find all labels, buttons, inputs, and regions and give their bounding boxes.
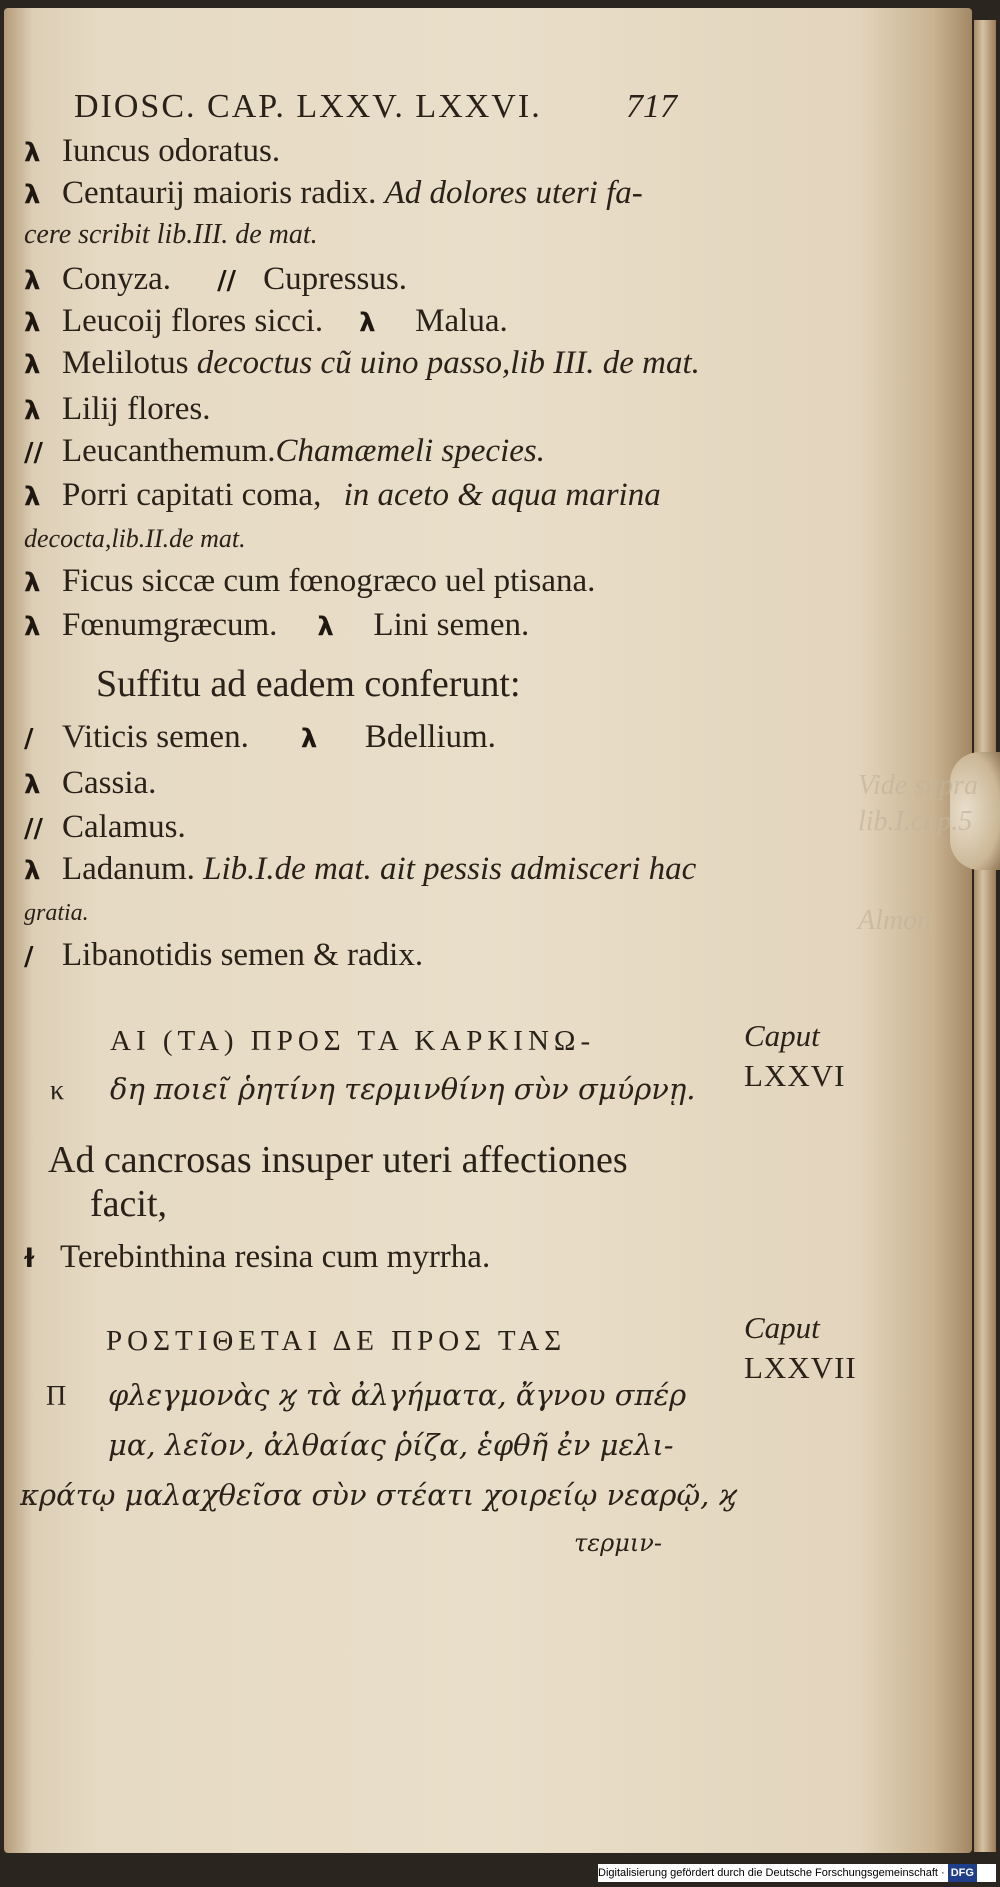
remedy-mark: // bbox=[24, 438, 43, 468]
footer-text: Digitalisierung gefördert durch die Deutsche Forschungsgemeinschaft · bbox=[598, 1867, 945, 1879]
remedy-mark: λ bbox=[24, 308, 41, 338]
entry-note: cere scribit lib.III. de mat. bbox=[24, 219, 318, 250]
running-header: DIOSC. CAP. LXXV. LXXVI. bbox=[74, 88, 542, 125]
entry-text: Iuncus odoratus. bbox=[62, 133, 281, 169]
margin-note-ghost: Vide supra bbox=[858, 770, 979, 801]
greek-text: κράτῳ μαλαχθεῖσα σὺν στέατι χοιρείῳ νεαρῷ, ϗ bbox=[20, 1478, 737, 1512]
entry-text: Leucoij flores sicci. bbox=[62, 303, 324, 339]
remedy-mark: λ bbox=[24, 856, 41, 886]
entry-text: Lilij flores. bbox=[62, 391, 211, 427]
remedy-mark: / bbox=[24, 724, 34, 754]
latin-heading: facit, bbox=[90, 1183, 168, 1225]
remedy-mark: // bbox=[24, 814, 43, 844]
remedy-mark: λ bbox=[24, 266, 41, 296]
remedy-mark: λ bbox=[317, 612, 334, 642]
remedy-mark: λ bbox=[300, 724, 318, 754]
greek-text: μα, λεῖον, ἀλθαίας ῥίζα, ἑφθῆ ἐν μελι- bbox=[108, 1428, 674, 1462]
remedy-mark: λ bbox=[24, 612, 41, 642]
page-number: 717 bbox=[626, 88, 677, 125]
entry-note: Chamæmeli species. bbox=[275, 433, 545, 469]
entry-text: Fœnumgræcum. bbox=[62, 607, 278, 643]
remedy-mark: ɫ bbox=[22, 1244, 37, 1274]
entry-text: Ficus siccæ cum fœnogræco uel ptisana. bbox=[62, 563, 596, 599]
entry-text: Lini semen. bbox=[373, 607, 530, 643]
caput-number: LXXVII bbox=[744, 1350, 857, 1385]
greek-heading: ΑΙ (ΤΑ) ΠΡΟΣ ΤΑ ΚΑΡΚΙΝΩ- bbox=[110, 1025, 596, 1057]
latin-heading: Ad cancrosas insuper uteri affectiones bbox=[48, 1139, 628, 1181]
section-mark: κ bbox=[50, 1075, 65, 1106]
entry-text: Calamus. bbox=[62, 809, 186, 845]
subheading: Suffitu ad eadem conferunt: bbox=[96, 663, 521, 705]
margin-note-ghost: Almon. bbox=[858, 905, 939, 936]
entry-note: decocta,lib.II.de mat. bbox=[24, 524, 246, 553]
catchword: τερμιν- bbox=[574, 1529, 662, 1557]
remedy-mark: λ bbox=[24, 482, 41, 512]
page-edge bbox=[974, 20, 996, 1852]
remedy-mark: λ bbox=[24, 396, 41, 426]
entry-text: Bdellium. bbox=[364, 719, 496, 755]
entry-note: decoctus cũ uino passo,lib III. de mat. bbox=[196, 345, 700, 381]
entry-text: Ladanum. bbox=[62, 851, 195, 887]
caput-label: Caput bbox=[744, 1018, 820, 1053]
dfg-logo: DFG bbox=[948, 1864, 977, 1882]
entry-note: Ad dolores uteri fa- bbox=[384, 175, 643, 211]
greek-heading: ΡΟΣΤΙΘΕΤΑΙ ΔΕ ΠΡΟΣ ΤΑΣ bbox=[106, 1325, 567, 1357]
margin-note-ghost: lib.I.cap.5 bbox=[858, 806, 973, 837]
greek-text: φλεγμονὰς ϗ τὰ ἀλγήματα, ἄγνου σπέρ bbox=[108, 1378, 687, 1412]
caput-number: LXXVI bbox=[744, 1058, 846, 1093]
entry-text: Conyza. bbox=[62, 261, 172, 297]
remedy-mark: λ bbox=[24, 350, 41, 380]
entry-note: Lib.I.de mat. ait pessis admisceri hac bbox=[203, 851, 697, 887]
entry-note: in aceto & aqua marina bbox=[343, 477, 661, 513]
entry-text: Leucanthemum. bbox=[62, 433, 276, 469]
remedy-mark: λ bbox=[24, 180, 41, 210]
entry-note: gratia. bbox=[24, 900, 89, 926]
entry-text: Cassia. bbox=[62, 765, 157, 801]
section-mark: Π bbox=[46, 1381, 67, 1412]
remedy-mark: // bbox=[217, 266, 237, 296]
caput-label: Caput bbox=[744, 1310, 820, 1345]
remedy-mark: / bbox=[24, 942, 34, 972]
entry-text: Malua. bbox=[415, 303, 508, 339]
entry-text: Terebinthina resina cum myrrha. bbox=[60, 1239, 491, 1275]
remedy-mark: λ bbox=[24, 770, 41, 800]
entry-text: Cupressus. bbox=[263, 261, 407, 297]
entry-text: Viticis semen. bbox=[62, 719, 249, 755]
greek-text: δη ποιεῖ ῥητίνη τερμινθίνη σὺν σμύρνῃ. bbox=[110, 1072, 696, 1106]
entry-text: Melilotus bbox=[62, 345, 189, 381]
remedy-mark: λ bbox=[24, 138, 41, 168]
entry-text: Centaurij maioris radix. bbox=[62, 175, 377, 211]
entry-text: Libanotidis semen & radix. bbox=[62, 937, 424, 973]
digitization-footer bbox=[598, 1864, 996, 1882]
entry-text: Porri capitati coma, bbox=[62, 477, 322, 513]
remedy-mark: λ bbox=[24, 568, 41, 598]
remedy-mark: λ bbox=[359, 308, 376, 338]
